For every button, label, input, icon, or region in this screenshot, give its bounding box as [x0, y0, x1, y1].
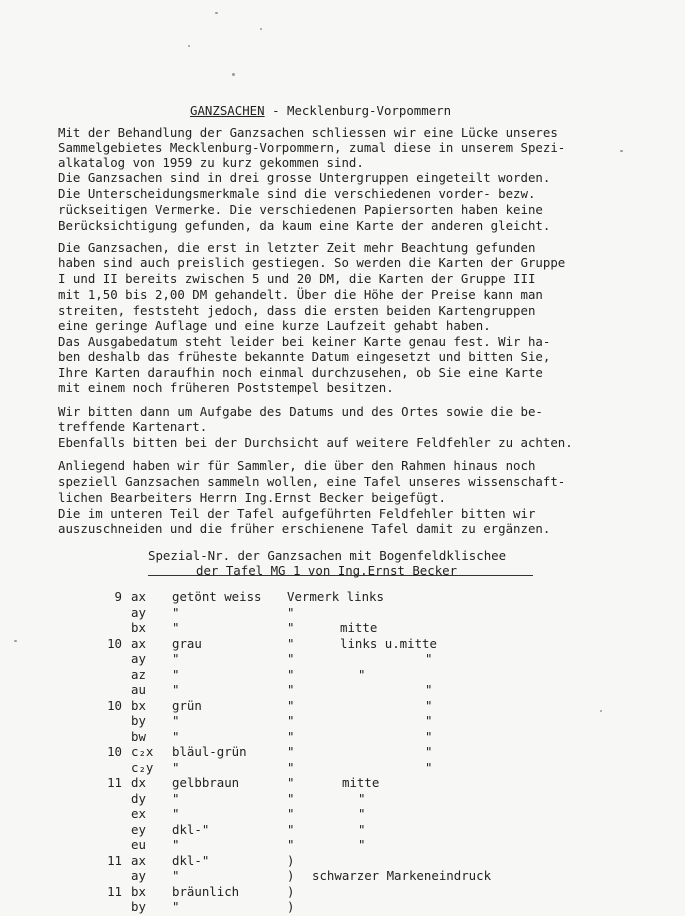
text-line: ben deshalb das früheste bekannte Datum eingesetzt und bitten Sie,: [58, 349, 551, 364]
scan-speck: [215, 12, 218, 14]
table-cell-col4: ": [287, 759, 295, 775]
table-cell-num: 11: [107, 883, 122, 899]
table-cell-col4: ": [287, 790, 295, 806]
table-cell-col6: ": [425, 728, 433, 744]
table-cell-color: grün: [172, 697, 202, 713]
table-cell-code: ay: [131, 651, 146, 666]
text-line: treffende Kartenart.: [58, 419, 208, 434]
scan-speck: [620, 150, 623, 152]
table-cell-col4: ": [287, 713, 295, 728]
table-cell-color: ": [172, 713, 180, 728]
text-line: Die Unterscheidungsmerkmale sind die verschiedenen vorder- bezw.: [58, 186, 536, 201]
table-cell-col4: ": [287, 635, 295, 651]
text-line: mit 1,50 bis 2,00 DM gehandelt. Über die Höhe der Preise kann man: [58, 287, 543, 302]
table-cell-color: ": [172, 806, 180, 821]
scan-speck: [232, 73, 235, 76]
table-cell-num: 10: [107, 744, 122, 759]
table-cell-num: 11: [107, 775, 122, 790]
table-cell-col4: ): [287, 899, 295, 914]
table-cell-color: ": [172, 604, 180, 620]
table-cell-col4: ): [287, 852, 295, 868]
table-cell-col5: ": [358, 666, 366, 682]
text-line: Ihre Karten daraufhin noch einmal durchzusehen, ob Sie eine Karte: [58, 365, 543, 380]
table-cell-col4: ": [287, 604, 295, 620]
table-cell-col4: ": [287, 821, 295, 837]
table-cell-color: ": [172, 899, 180, 914]
table-cell-col5: ": [358, 821, 366, 837]
table-cell-code: ax: [131, 852, 146, 868]
table-cell-col5: ": [358, 806, 366, 821]
page-title: [190, 103, 451, 118]
table-cell-col6: ": [425, 744, 433, 759]
table-cell-col4: ": [287, 744, 295, 759]
table-cell-col4: Vermerk links: [287, 589, 384, 604]
table-cell-color: dkl-": [172, 821, 210, 837]
text-line: Mit der Behandlung der Ganzsachen schliessen wir eine Lücke unseres: [58, 125, 558, 140]
table-cell-col4: ": [287, 806, 295, 821]
table-cell-col5: schwarzer Markeneindruck: [312, 868, 492, 883]
table-cell-col4: ": [287, 697, 295, 713]
text-line: Die Ganzsachen sind in drei grosse Untergruppen eingeteilt worden.: [58, 170, 551, 185]
table-cell-code: c₂y: [131, 759, 154, 775]
text-line: auszuschneiden und die früher erschienene Tafel damit zu ergänzen.: [58, 521, 551, 536]
table-cell-col4: ": [287, 775, 295, 790]
text-line: Anliegend haben wir für Sammler, die über den Rahmen hinaus noch: [58, 458, 536, 473]
table-cell-col5: ": [358, 837, 366, 852]
table-cell-code: ay: [131, 868, 146, 883]
table-cell-col4: ": [287, 620, 295, 635]
text-line: alkatalog von 1959 zu kurz gekommen sind.: [58, 155, 364, 170]
table-cell-color: bläul-grün: [172, 744, 247, 759]
table-cell-code: by: [131, 713, 146, 728]
table-subtitle: Spezial-Nr. der Ganzsachen mit Bogenfeldklischee: [148, 548, 507, 563]
table-cell-col5: ": [358, 790, 366, 806]
table-cell-col4: ): [287, 883, 295, 899]
table-cell-col6: ": [425, 713, 433, 728]
table-cell-code: ax: [131, 635, 146, 651]
title-underlined: GANZSACHEN: [190, 103, 265, 118]
table-cell-num: 11: [107, 852, 122, 868]
table-cell-col6: ": [425, 651, 433, 666]
table-cell-code: by: [131, 899, 146, 914]
table-cell-col6: ": [425, 697, 433, 713]
table-cell-code: dy: [131, 790, 146, 806]
table-cell-color: ": [172, 666, 180, 682]
table-cell-code: ex: [131, 806, 146, 821]
table-cell-col5: links u.mitte: [340, 635, 437, 651]
table-cell-col6: ": [425, 682, 433, 697]
table-cell-color: ": [172, 759, 180, 775]
text-line: speziell Ganzsachen sammeln wollen, eine Tafel unseres wissenschaft-: [58, 474, 566, 489]
table-cell-col4: ": [287, 837, 295, 852]
scan-speck: [260, 28, 262, 30]
text-line: mit einem noch früheren Poststempel besitzen.: [58, 380, 394, 395]
text-line: I und II bereits zwischen 5 und 20 DM, die Karten der Gruppe III: [58, 271, 536, 286]
table-cell-color: bräunlich: [172, 883, 240, 899]
text-line: Die Ganzsachen, die erst in letzter Zeit mehr Beachtung gefunden: [58, 240, 536, 255]
table-cell-color: ": [172, 728, 180, 744]
table-cell-code: bw: [131, 728, 146, 744]
scan-speck: [188, 45, 190, 47]
table-cell-num: 9: [114, 589, 122, 604]
text-line: lichen Bearbeiters Herrn Ing.Ernst Becker beigefügt.: [58, 490, 446, 505]
text-line: Die im unteren Teil der Tafel aufgeführten Feldfehler bitten wir: [58, 506, 536, 521]
text-line: eine geringe Auflage und eine kurze Laufzeit gehabt haben.: [58, 318, 491, 333]
text-line: Wir bitten dann um Aufgabe des Datums und des Ortes sowie die be-: [58, 404, 543, 419]
table-cell-color: ": [172, 868, 180, 883]
text-line: Das Ausgabedatum steht leider bei keiner Karte genau fest. Wir ha-: [58, 334, 551, 349]
text-line: streiten, feststeht jedoch, dass die ersten beiden Kartengruppen: [58, 303, 536, 318]
text-line: haben sind auch preislich gestiegen. So werden die Karten der Gruppe: [58, 255, 566, 270]
table-cell-color: grau: [172, 635, 202, 651]
table-cell-code: eu: [131, 837, 146, 852]
table-cell-code: ey: [131, 821, 146, 837]
table-cell-col4: ": [287, 682, 295, 697]
table-cell-col5: mitte: [342, 775, 380, 790]
scan-speck: [14, 640, 17, 642]
table-cell-code: ax: [131, 589, 146, 604]
table-cell-color: dkl-": [172, 852, 210, 868]
text-line: Sammelgebietes Mecklenburg-Vorpommern, zumal diese in unserem Spezi-: [58, 140, 566, 155]
table-cell-color: ": [172, 682, 180, 697]
table-cell-color: gelbbraun: [172, 775, 240, 790]
table-cell-color: ": [172, 837, 180, 852]
text-line: rückseitigen Vermerke. Die verschiedenen Papiersorten haben keine: [58, 202, 543, 217]
table-cell-color: getönt weiss: [172, 589, 262, 604]
text-line: Ebenfalls bitten bei der Durchsicht auf weitere Feldfehler zu achten.: [58, 435, 573, 450]
table-cell-col6: ": [425, 759, 433, 775]
title-rest: - Mecklenburg-Vorpommern: [264, 103, 452, 118]
table-cell-code: au: [131, 682, 146, 697]
table-cell-col4: ): [287, 868, 295, 883]
table-cell-code: az: [131, 666, 146, 682]
scan-speck: [600, 710, 602, 712]
table-cell-num: 10: [107, 697, 122, 713]
text-line: Berücksichtigung gefunden, da kaum eine Karte der anderen gleicht.: [58, 218, 551, 233]
table-cell-color: ": [172, 620, 180, 635]
table-cell-code: dx: [131, 775, 146, 790]
table-cell-col5: mitte: [340, 620, 378, 635]
table-cell-col4: ": [287, 651, 295, 666]
table-cell-color: ": [172, 790, 180, 806]
table-cell-code: bx: [131, 883, 146, 899]
table-cell-num: 10: [107, 635, 122, 651]
table-cell-code: ay: [131, 604, 146, 620]
table-cell-col4: ": [287, 728, 295, 744]
table-subtitle: der Tafel MG 1 von Ing.Ernst Becker: [196, 563, 458, 578]
table-cell-code: bx: [131, 620, 146, 635]
table-cell-col4: ": [287, 666, 295, 682]
subtitle-rule: [148, 575, 533, 576]
table-cell-code: c₂x: [131, 744, 154, 759]
table-cell-code: bx: [131, 697, 146, 713]
table-cell-color: ": [172, 651, 180, 666]
